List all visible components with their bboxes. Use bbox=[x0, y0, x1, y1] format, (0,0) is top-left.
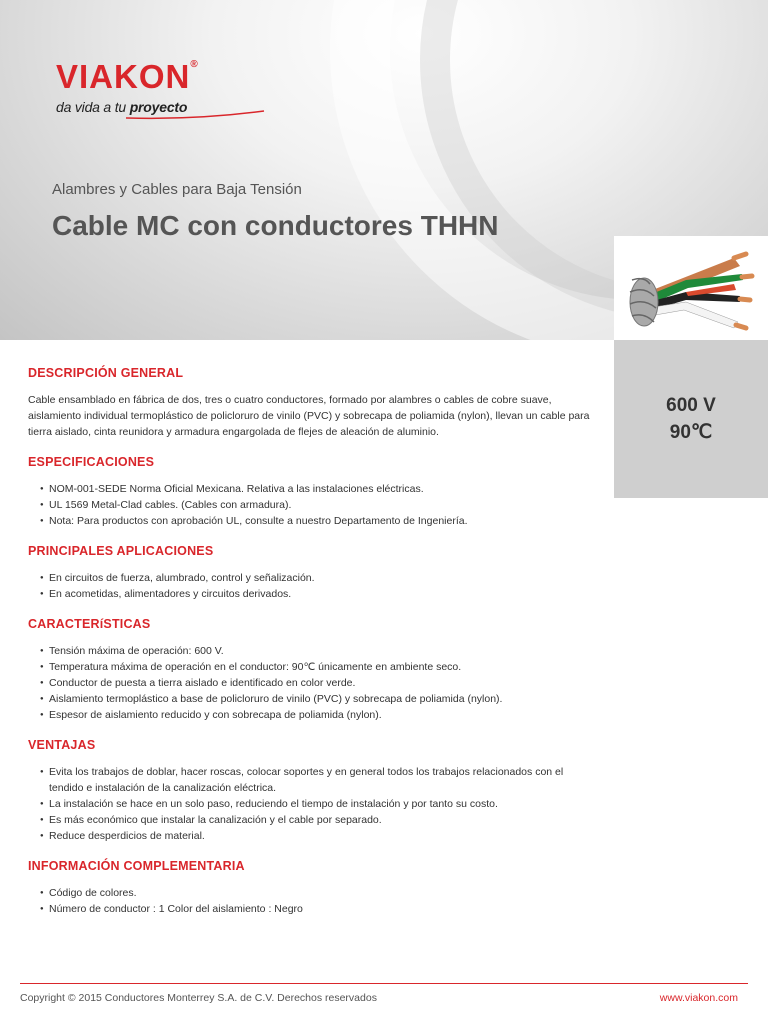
list-item: ● Código de colores. bbox=[28, 885, 598, 901]
section-title: PRINCIPALES APLICACIONES bbox=[28, 544, 214, 558]
list-item: ● Evita los trabajos de doblar, hacer roscas, colocar soportes y en general todos los trabajos relacionados con el tendido e instalación de la canalización eléctrica. bbox=[28, 764, 598, 796]
temperature-rating: 90℃ bbox=[669, 422, 713, 443]
specs-box bbox=[614, 340, 768, 498]
bullet-list bbox=[28, 885, 598, 917]
section-aplicaciones bbox=[28, 544, 598, 602]
tagline-bold: proyecto bbox=[129, 99, 188, 115]
page-title: Cable MC con conductores THHN bbox=[52, 210, 499, 241]
list-item: ● La instalación se hace en un solo paso, reduciendo el tiempo de instalación y por tanto su costo. bbox=[28, 796, 598, 812]
description-text: Cable ensamblado en fábrica de dos, tres o cuatro conductores, formado por alambres o cables de cobre suave, aislamiento individual termoplástico de policloruro de vinilo (PVC) y sobrecapa de poliamida (nylon), llevan un cable para tierra aislado, cinta reunidora y armadura engargolada de flejes de aleación de aluminio. bbox=[28, 394, 590, 438]
footer-divider bbox=[20, 983, 748, 984]
cable-product-image bbox=[614, 236, 768, 340]
list-item: ● Es más económico que instalar la canalización y el cable por separado. bbox=[28, 812, 598, 828]
section-title: ESPECIFICACIONES bbox=[28, 455, 155, 469]
voltage-rating: 600 V bbox=[666, 395, 716, 416]
main-content bbox=[28, 366, 598, 932]
list-item: ● Espesor de aislamiento reducido y con sobrecapa de poliamida (nylon). bbox=[28, 707, 598, 723]
list-item: ● Número de conductor : 1 Color del aislamiento : Negro bbox=[28, 901, 598, 917]
bullet-list bbox=[28, 570, 598, 602]
cable-icon bbox=[614, 236, 768, 340]
section-complementaria bbox=[28, 859, 598, 917]
section-caracteristicas bbox=[28, 617, 598, 723]
page-subtitle: Alambres y Cables para Baja Tensión bbox=[52, 181, 302, 198]
list-item: ● En acometidas, alimentadores y circuitos derivados. bbox=[28, 586, 598, 602]
list-item: ● En circuitos de fuerza, alumbrado, control y señalización. bbox=[28, 570, 598, 586]
logo-registered-mark: ® bbox=[190, 59, 199, 70]
list-item: ● Temperatura máxima de operación en el conductor: 90℃ únicamente en ambiente seco. bbox=[28, 659, 598, 675]
list-item: ● UL 1569 Metal-Clad cables. (Cables con armadura). bbox=[28, 497, 598, 513]
list-item: ● NOM-001-SEDE Norma Oficial Mexicana. Relativa a las instalaciones eléctricas. bbox=[28, 481, 598, 497]
viakon-logo bbox=[56, 60, 199, 115]
footer-copyright: Copyright © 2015 Conductores Monterrey S.A. de C.V. Derechos reservados bbox=[20, 992, 377, 1004]
list-item: ● Reduce desperdicios de material. bbox=[28, 828, 598, 844]
tagline-prefix: da vida a tu bbox=[56, 99, 126, 115]
bullet-list bbox=[28, 643, 598, 723]
section-title: INFORMACIÓN COMPLEMENTARIA bbox=[28, 859, 245, 873]
section-title: CARACTERíSTICAS bbox=[28, 617, 151, 631]
logo-text: VIAKON bbox=[56, 58, 191, 95]
logo-swoosh-icon bbox=[126, 110, 266, 120]
section-especificaciones bbox=[28, 455, 598, 529]
bullet-list bbox=[28, 764, 598, 844]
list-item: ● Tensión máxima de operación: 600 V. bbox=[28, 643, 598, 659]
list-item: ● Nota: Para productos con aprobación UL, consulte a nuestro Departamento de Ingeniería. bbox=[28, 513, 598, 529]
section-title: DESCRIPCIÓN GENERAL bbox=[28, 366, 184, 380]
bullet-list bbox=[28, 481, 598, 529]
list-item: ● Conductor de puesta a tierra aislado e identificado en color verde. bbox=[28, 675, 598, 691]
section-title: VENTAJAS bbox=[28, 738, 96, 752]
section-ventajas bbox=[28, 738, 598, 844]
section-descripcion bbox=[28, 366, 598, 440]
list-item: ● Aislamiento termoplástico a base de policloruro de vinilo (PVC) y sobrecapa de poliamida (nylon). bbox=[28, 691, 598, 707]
footer-website-link[interactable]: www.viakon.com bbox=[659, 992, 738, 1004]
